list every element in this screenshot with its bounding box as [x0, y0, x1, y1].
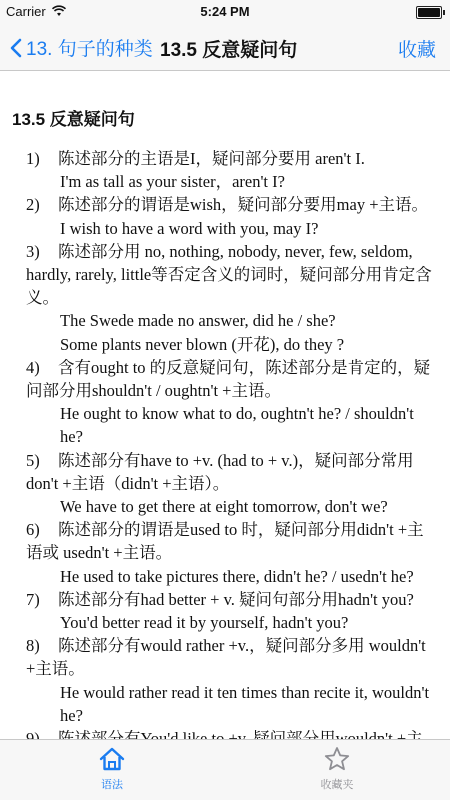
status-time: 5:24 PM: [200, 4, 250, 19]
rule-text: 陈述部分的主语是I，疑问部分要用 aren't I.: [58, 149, 365, 168]
rule-text: 陈述部分有have to +v. (had to + v.)，疑问部分常用don't +主语（didn't +主语）。: [26, 450, 414, 493]
rule-number: 8): [26, 636, 40, 656]
article-content[interactable]: [0, 71, 450, 739]
rule-text: 含有ought to 的反意疑问句，陈述部分是肯定的，疑问部分用shouldn't / oughtn't +主语。: [26, 357, 431, 401]
example-sentence: We have to get there at eight tomorrow, don't we?: [60, 497, 388, 517]
tab-favorites-label: 收藏夹: [320, 779, 354, 791]
status-bar: [0, 0, 450, 24]
grammar-rule: [26, 449, 438, 495]
grammar-rule: [26, 240, 438, 310]
grammar-rule: [26, 147, 438, 170]
rule-number: 4): [26, 357, 40, 377]
star-icon: [323, 746, 351, 772]
rule-text: 陈述部分有would rather +v.，疑问部分多用 wouldn't +主语。: [26, 636, 426, 679]
grammar-rule: [26, 356, 438, 402]
article-text: [26, 147, 438, 773]
grammar-rule: [26, 518, 438, 564]
battery-icon: [416, 6, 442, 19]
page-title: 13.5 反意疑问句: [160, 40, 298, 61]
example-sentence: I wish to have a word with you, may I?: [60, 218, 319, 238]
example-sentence: He used to take pictures there, didn't he? / usedn't he?: [60, 566, 414, 586]
grammar-rule: [26, 634, 438, 680]
section-heading: 13.5 反意疑问句: [12, 110, 135, 129]
rule-text: 陈述部分有had better + v. 疑问句部分用hadn't you?: [58, 589, 414, 609]
grammar-rule: [26, 193, 438, 216]
rule-number: 2): [26, 195, 40, 215]
rule-text: 陈述部分的谓语是used to 时，疑问部分用didn't +主语或 usedn't +主语。: [26, 520, 424, 563]
back-button-label: 13. 句子的种类: [26, 39, 153, 60]
example-sentence: Some plants never blown (开花), do they ?: [60, 334, 345, 354]
chevron-left-icon: [10, 38, 22, 58]
rule-number: 1): [26, 149, 40, 168]
example-sentence: He ought to know what to do, oughtn't he? / shouldn't he?: [60, 404, 414, 447]
carrier-label: Carrier: [6, 4, 46, 19]
tab-favorites[interactable]: [287, 746, 387, 792]
example-sentence: I'm as tall as your sister，aren't I?: [60, 172, 285, 192]
back-button[interactable]: [10, 34, 153, 61]
favorite-button[interactable]: 收藏: [397, 40, 436, 61]
navigation-bar: [0, 24, 450, 71]
rule-number: 3): [26, 241, 40, 261]
rule-text: 陈述部分用 no, nothing, nobody, never, few, seldom, hardly, rarely, little等否定含义的词时，疑问部分用肯定含义。: [26, 241, 432, 308]
example-sentence: The Swede made no answer, did he / she?: [60, 311, 336, 331]
example-sentence: He would rather read it ten times than recite it, wouldn't he?: [60, 682, 430, 725]
home-icon: [98, 746, 126, 772]
rule-number: 6): [26, 520, 40, 540]
tab-grammar-label: 语法: [101, 779, 123, 791]
grammar-rule: [26, 588, 438, 611]
rule-number: 5): [26, 450, 40, 470]
rule-number: 7): [26, 589, 40, 609]
rule-text: 陈述部分的谓语是wish，疑问部分要用may +主语。: [58, 195, 429, 215]
tab-bar: [0, 739, 450, 800]
example-sentence: You'd better read it by yourself, hadn't you?: [60, 613, 349, 633]
tab-grammar[interactable]: [62, 746, 162, 792]
